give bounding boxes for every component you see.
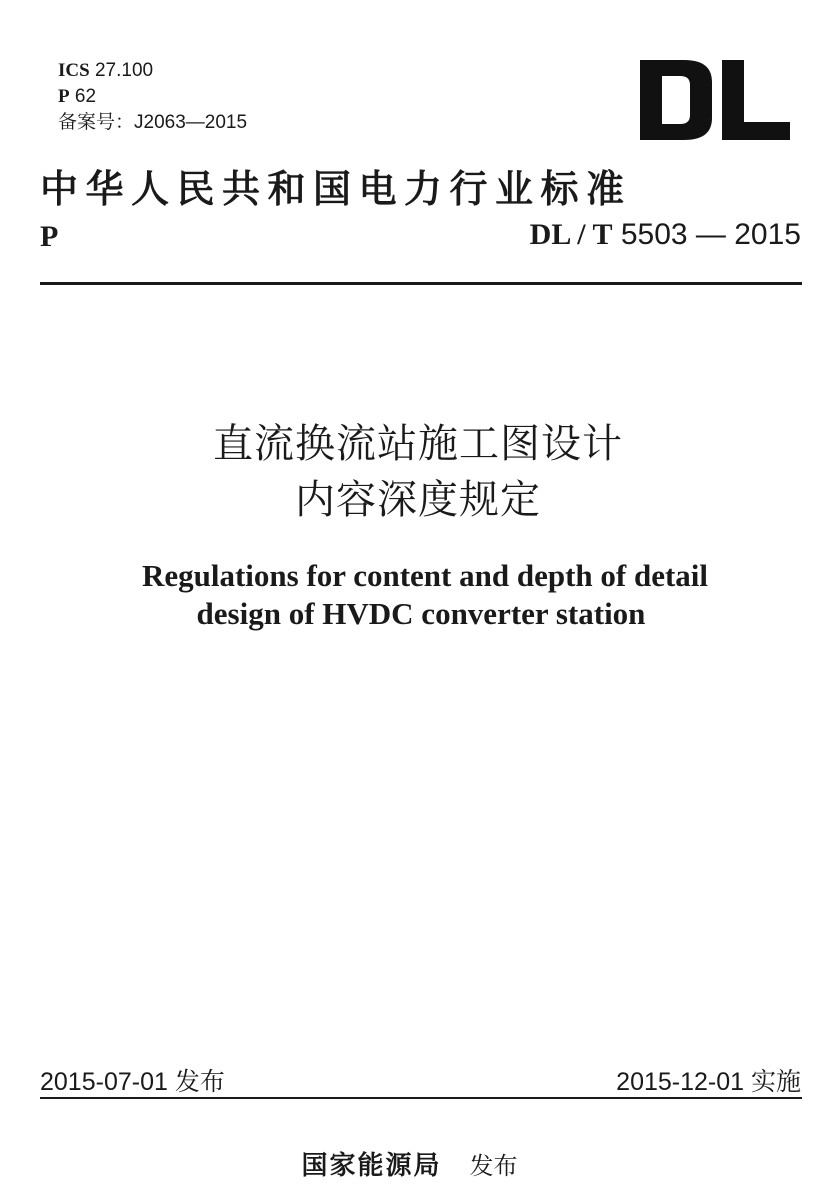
ics-label: ICS (58, 60, 90, 81)
publisher-action: 发布 (469, 1152, 518, 1180)
chinese-title-line-1: 直流换流站施工图设计 (213, 421, 623, 467)
ccs-value: 62 (74, 86, 97, 107)
english-title-line-1: Regulations for content and depth of detail (141, 558, 709, 593)
record-label: 备案号： (58, 112, 135, 133)
record-number (58, 110, 247, 136)
industry-standard-title: 中华人民共和国电力行业标准 (40, 166, 632, 211)
issue-date: 2015-07-01 发布 (40, 1068, 225, 1096)
chinese-title-line-2: 内容深度规定 (295, 477, 541, 523)
bottom-divider (40, 1097, 802, 1099)
english-title-line-2: design of HVDC converter station (196, 596, 646, 631)
record-value: J2063—2015 (134, 112, 248, 133)
publisher-name: 国家能源局 (301, 1151, 442, 1181)
publisher-line (0, 1145, 819, 1182)
ics-value: 27.100 (94, 60, 154, 81)
dl-logo (640, 60, 790, 140)
ccs-code (58, 84, 96, 110)
top-divider (40, 282, 802, 285)
standard-number-prefix: DL / T (529, 218, 613, 251)
implementation-date: 2015-12-01 实施 (616, 1068, 801, 1096)
standard-number (530, 218, 801, 252)
classification-code: P (40, 220, 59, 253)
ccs-label: P (58, 86, 70, 107)
standard-number-value: 5503 — 2015 (620, 218, 801, 251)
ics-code (58, 58, 153, 84)
